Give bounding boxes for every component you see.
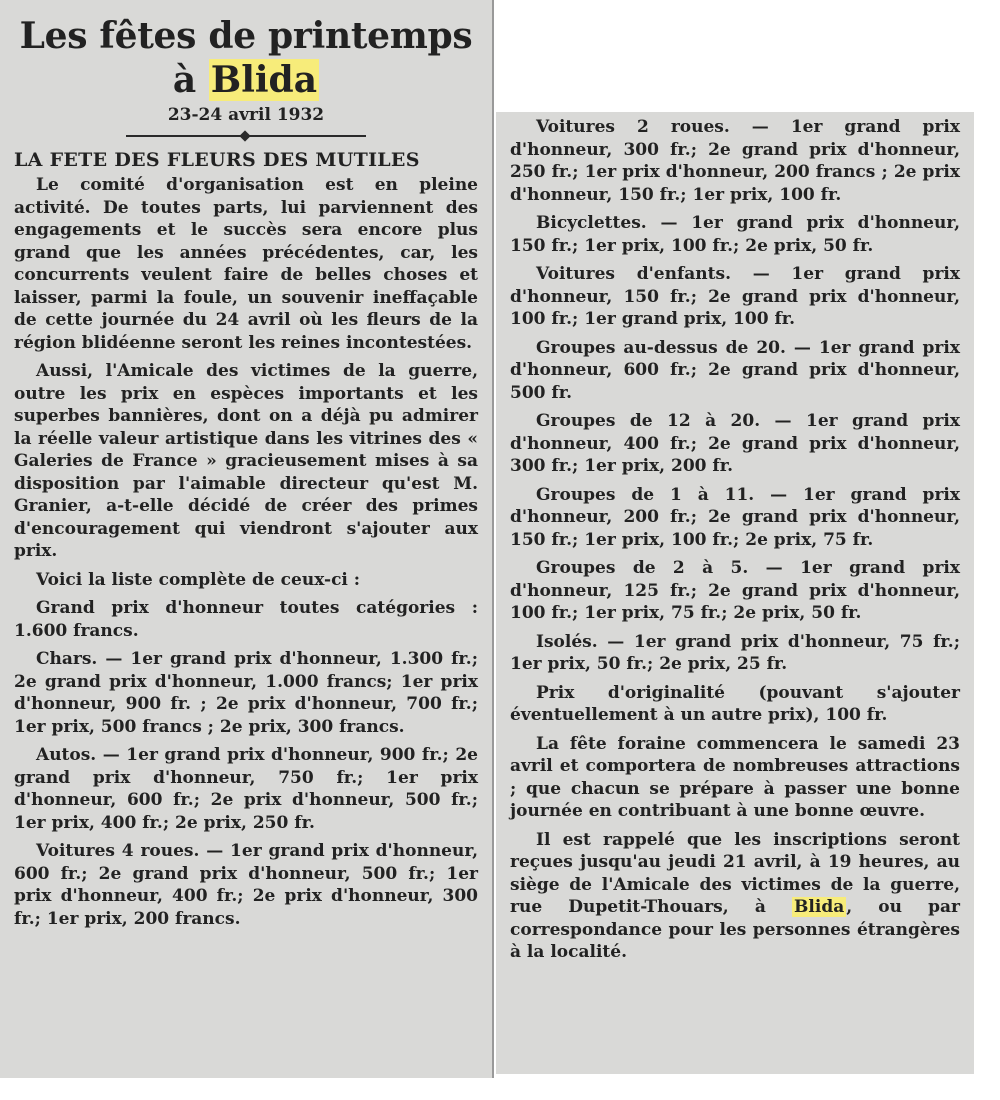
closing-text-end: , ou par correspondance pour les personnes étrangères à la localité. <box>510 897 961 962</box>
headline: Les fêtes de printemps <box>19 15 473 57</box>
headline-line2 <box>14 58 478 102</box>
highlighted-blida-body: Blida <box>794 897 845 917</box>
paragraph: Prix d'originalité (pouvant s'ajouter éventuellement à un autre prix), 100 fr. <box>510 682 960 725</box>
section-heading: LA FETE DES FLEURS DES MUTILES <box>14 149 420 171</box>
paragraph: La fête foraine commencera le samedi 23 avril et comportera de nombreuses attractions ; que chacun se prépare à passer une bonne journée en contribuant à une bonne œuvre. <box>510 733 960 821</box>
paragraph: Groupes de 12 à 20. — 1er grand prix d'honneur, 400 fr.; 2e grand prix d'honneur, 300 fr.; 1er prix, 200 fr. <box>510 411 960 476</box>
paragraph: Grand prix d'honneur toutes catégories : 1.600 francs. <box>14 598 478 641</box>
event-date: 23-24 avril 1932 <box>167 105 325 125</box>
ornament-divider <box>126 132 366 140</box>
paragraph: Autos. — 1er grand prix d'honneur, 900 fr.; 2e grand prix d'honneur, 750 fr.; 1er prix d'honneur, 600 fr.; 2e prix d'honneur, 500 fr.; 1er prix, 400 fr.; 2e prix, 250 fr. <box>14 745 478 833</box>
highlighted-blida-title: Blida <box>210 59 318 101</box>
left-column-content <box>14 14 478 930</box>
headline-preposition: à <box>172 59 209 101</box>
paragraph: Groupes de 2 à 5. — 1er grand prix d'honneur, 125 fr.; 2e grand prix d'honneur, 100 fr.; 1er prix, 75 fr.; 2e prix, 50 fr. <box>510 558 960 623</box>
paragraph: Groupes au-dessus de 20. — 1er grand prix d'honneur, 600 fr.; 2e grand prix d'honneur, 500 fr. <box>510 337 960 403</box>
paragraph: Voici la liste complète de ceux-ci : <box>36 569 361 590</box>
paragraph: Le comité d'organisation est en pleine activité. De toutes parts, lui parviennent des engagements et le succès sera encore plus grand que les années précédentes, car, les concurrents veulent faire de belles choses et laisser, parmi la foule, un souvenir ineffaçable de cette journée du 24 avril où les fleurs de la région blidéenne seront les reines incontestées. <box>14 175 478 353</box>
paragraph: Voitures d'enfants. — 1er grand prix d'honneur, 150 fr.; 2e grand prix d'honneur, 100 fr.; 1er grand prix, 100 fr. <box>510 264 960 329</box>
closing-paragraph <box>510 829 960 964</box>
paragraph: Bicyclettes. — 1er grand prix d'honneur, 150 fr.; 1er prix, 100 fr.; 2e prix, 50 fr. <box>510 213 960 256</box>
paragraph: Isolés. — 1er grand prix d'honneur, 75 fr.; 1er prix, 50 fr.; 2e prix, 25 fr. <box>510 631 960 674</box>
paragraph: Aussi, l'Amicale des victimes de la guerre, outre les prix en espèces importants et les superbes bannières, dont on a déjà pu admirer la réelle valeur artistique dans les vitrines des « Galeries de France » gracieusement mises à sa disposition par l'aimable directeur qu'est M. Granier, a-t-elle décidé de créer des primes d'encouragement qui viendront s'ajouter aux prix. <box>14 361 478 561</box>
closing-text-start: Il est rappelé que les inscriptions seront reçues jusqu'au jeudi 21 avril, à 19 heures, au siège de l'Amicale des victimes de la guerre, rue Dupetit-Thouars, <box>510 829 960 917</box>
left-column <box>0 0 494 1078</box>
right-column <box>496 112 974 1074</box>
paragraph: Voitures 4 roues. — 1er grand prix d'honneur, 600 fr.; 2e grand prix d'honneur, 500 fr.; 1er prix d'honneur, 400 fr.; 2e prix d'honneur, 300 fr.; 1er prix, 200 francs. <box>14 841 478 929</box>
paragraph: Voitures 2 roues. — 1er grand prix d'honneur, 300 fr.; 2e grand prix d'honneur, 250 fr.; 1er prix d'honneur, 200 francs ; 2e prix d'honneur, 150 fr.; 1er prix, 100 fr. <box>510 117 960 205</box>
closing-text-prefix: à <box>754 897 793 917</box>
paragraph: Chars. — 1er grand prix d'honneur, 1.300 fr.; 2e grand prix d'honneur, 1.000 francs; 1er prix d'honneur, 900 fr. ; 2e prix d'honneur, 700 fr.; 1er prix, 500 francs ; 2e prix, 300 francs. <box>14 649 478 737</box>
right-column-content <box>510 116 960 964</box>
paragraph: Groupes de 1 à 11. — 1er grand prix d'honneur, 200 fr.; 2e grand prix d'honneur, 150 fr.; 1er prix, 100 fr.; 2e prix, 75 fr. <box>510 484 960 550</box>
